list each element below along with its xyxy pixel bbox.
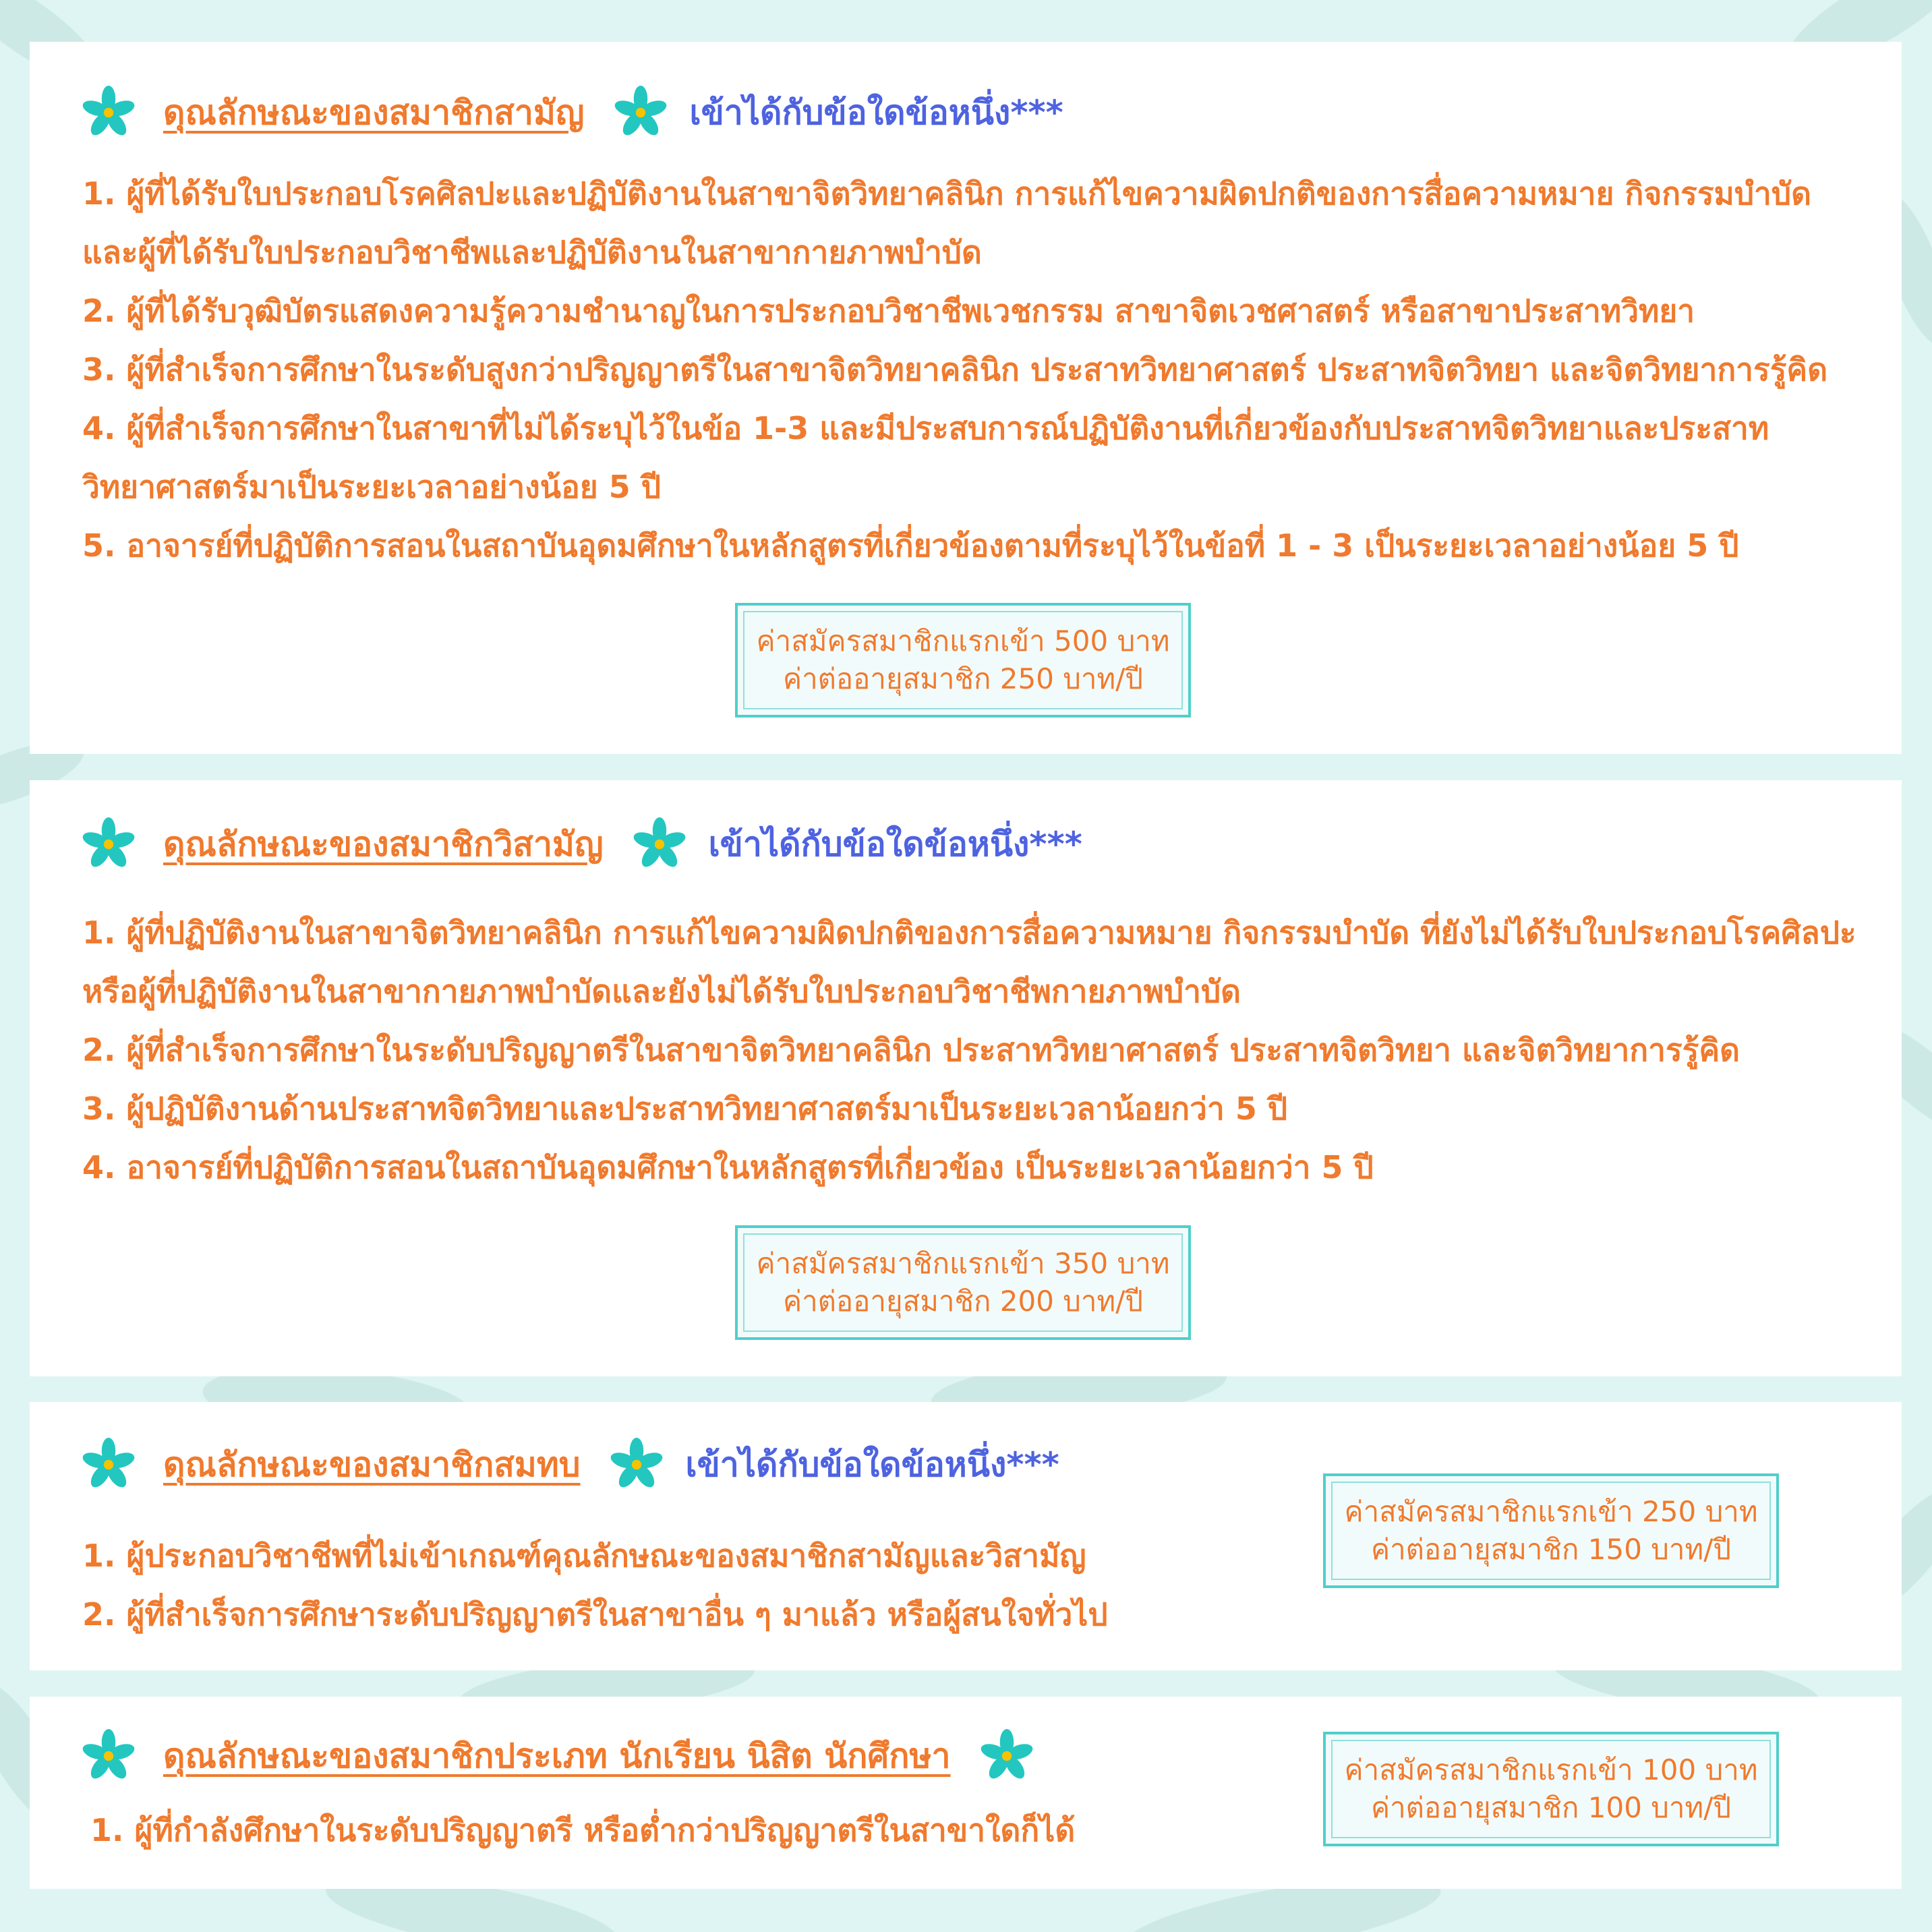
list-item: 1. ผู้ที่กำลังศึกษาในระดับปริญญาตรี หรือต่ำกว่าปริญญาตรีในสาขาใดก็ได้ bbox=[90, 1812, 1076, 1848]
flower-icon bbox=[632, 817, 687, 872]
list-item: 5. อาจารย์ที่ปฏิบัติการสอนในสถาบันอุดมศึกษาในหลักสูตรที่เกี่ยวข้องตามที่ระบุไว้ในข้อที่ 1 - 3 เป็นระยะเวลาอย่างน้อย 5 ปี bbox=[82, 527, 1739, 564]
list-item: 4. ผู้ที่สำเร็จการศึกษาในสาขาที่ไม่ได้ระบุไว้ในข้อ 1-3 และมีประสบการณ์ปฏิบัติงานที่เกี่ยวข้องกับประสาทจิตวิทยาและประสาทวิทยาศาสตร์มาเป็นระยะเวลาอย่างน้อย 5 ปี bbox=[82, 410, 1769, 505]
section-title: ดุณลักษณะของสมาชิกสมทบ bbox=[163, 1444, 581, 1484]
fee-box bbox=[1323, 1732, 1779, 1846]
flower-icon bbox=[81, 1728, 136, 1784]
criteria-list bbox=[90, 1801, 1304, 1860]
associate-member-panel bbox=[30, 1402, 1902, 1670]
section-header bbox=[81, 80, 1063, 145]
flower-icon bbox=[609, 1437, 664, 1492]
list-item: 1. ผู้ที่ปฏิบัติงานในสาขาจิตวิทยาคลินิก การแก้ไขความผิดปกติของการสื่อความหมาย กิจกรรมบำบัด ที่ยังไม่ได้รับใบประกอบโรคศิลปะ หรือผู้ที่ปฏิบัติงานในสาขากายภาพบำบัดและยังไม่ได้รับใบประกอบวิชาชีพกายภาพบำบัด bbox=[82, 914, 1856, 1009]
flower-icon bbox=[81, 85, 136, 140]
section-header bbox=[81, 812, 1082, 877]
list-item: 4. อาจารย์ที่ปฏิบัติการสอนในสถาบันอุดมศึกษาในหลักสูตรที่เกี่ยวข้อง เป็นระยะเวลาน้อยกว่า 5 ปี bbox=[82, 1149, 1374, 1185]
section-note: เข้าได้กับข้อใดข้อหนึ่ง*** bbox=[708, 824, 1082, 864]
section-title: ดุณลักษณะของสมาชิกวิสามัญ bbox=[163, 824, 604, 864]
extraordinary-member-panel bbox=[30, 780, 1902, 1376]
flower-icon bbox=[81, 817, 136, 872]
fee-box bbox=[735, 603, 1191, 718]
list-item: 1. ผู้ประกอบวิชาชีพที่ไม่เข้าเกณฑ์คุณลักษณะของสมาชิกสามัญและวิสามัญ bbox=[82, 1538, 1086, 1574]
criteria-list bbox=[82, 1527, 1296, 1644]
fee-renewal-text: ค่าต่ออายุสมาชิก 250 บาท/ปี bbox=[782, 662, 1144, 695]
list-item: 2. ผู้ที่ได้รับวุฒิบัตรแสดงความรู้ความชำนาญในการประกอบวิชาชีพเวชกรรม สาขาจิตเวชศาสตร์ หรือสาขาประสาทวิทยา bbox=[82, 293, 1695, 329]
fee-entry-text: ค่าสมัครสมาชิกแรกเข้า 100 บาท bbox=[1344, 1753, 1758, 1786]
section-title: ดุณลักษณะของสมาชิกประเภท นักเรียน นิสิต นักศึกษา bbox=[163, 1736, 951, 1776]
list-item: 2. ผู้ที่สำเร็จการศึกษาระดับปริญญาตรีในสาขาอื่น ๆ มาแล้ว หรือผู้สนใจทั่วไป bbox=[82, 1596, 1108, 1633]
fee-entry-text: ค่าสมัครสมาชิกแรกเข้า 250 บาท bbox=[1344, 1495, 1758, 1528]
section-note: เข้าได้กับข้อใดข้อหนึ่ง*** bbox=[689, 92, 1063, 132]
fee-entry-text: ค่าสมัครสมาชิกแรกเข้า 500 บาท bbox=[756, 624, 1170, 657]
list-item: 1. ผู้ที่ได้รับใบประกอบโรคศิลปะและปฏิบัติงานในสาขาจิตวิทยาคลินิก การแก้ไขความผิดปกติของการสื่อความหมาย กิจกรรมบำบัด และผู้ที่ได้รับใบประกอบวิชาชีพและปฏิบัติงานในสาขากายภาพบำบัด bbox=[82, 175, 1811, 270]
fee-renewal-text: ค่าต่ออายุสมาชิก 200 บาท/ปี bbox=[782, 1285, 1144, 1318]
flower-icon bbox=[979, 1728, 1034, 1784]
fee-entry-text: ค่าสมัครสมาชิกแรกเข้า 350 บาท bbox=[756, 1247, 1170, 1280]
student-member-panel bbox=[30, 1697, 1902, 1889]
fee-box bbox=[1323, 1473, 1779, 1588]
fee-renewal-text: ค่าต่ออายุสมาชิก 100 บาท/ปี bbox=[1370, 1791, 1732, 1824]
list-item: 3. ผู้ที่สำเร็จการศึกษาในระดับสูงกว่าปริญญาตรีในสาขาจิตวิทยาคลินิก ประสาทวิทยาศาสตร์ ประสาทจิตวิทยา และจิตวิทยาการรู้คิด bbox=[82, 351, 1828, 388]
list-item: 2. ผู้ที่สำเร็จการศึกษาในระดับปริญญาตรีในสาขาจิตวิทยาคลินิก ประสาทวิทยาศาสตร์ ประสาทจิตวิทยา และจิตวิทยาการรู้คิด bbox=[82, 1032, 1740, 1068]
section-header bbox=[81, 1432, 1059, 1497]
list-item: 3. ผู้ปฏิบัติงานด้านประสาทจิตวิทยาและประสาทวิทยาศาสตร์มาเป็นระยะเวลาน้อยกว่า 5 ปี bbox=[82, 1090, 1288, 1127]
flower-icon bbox=[81, 1437, 136, 1492]
section-title: ดุณลักษณะของสมาชิกสามัญ bbox=[163, 92, 585, 132]
fee-box bbox=[735, 1225, 1191, 1340]
flower-icon bbox=[613, 85, 668, 140]
fee-renewal-text: ค่าต่ออายุสมาชิก 150 บาท/ปี bbox=[1370, 1533, 1732, 1566]
criteria-list bbox=[82, 165, 1863, 575]
section-note: เข้าได้กับข้อใดข้อหนึ่ง*** bbox=[685, 1444, 1059, 1484]
criteria-list bbox=[82, 904, 1863, 1197]
section-header bbox=[81, 1724, 1034, 1788]
regular-member-panel bbox=[30, 42, 1902, 754]
